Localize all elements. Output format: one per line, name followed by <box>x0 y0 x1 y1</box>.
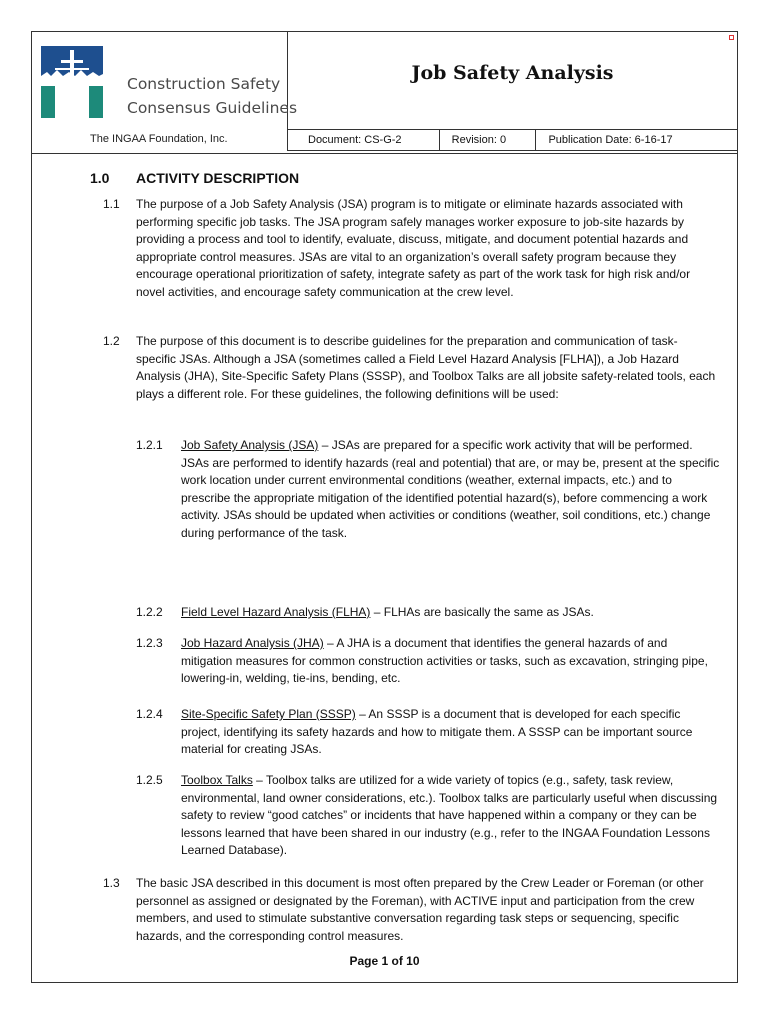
page-frame <box>31 31 738 983</box>
paragraph-text: The purpose of this document is to describe guidelines for the preparation and communication of task-specific JSAs. Although a JSA (sometimes called a Field Level Hazard Analysis [FLHA]), a Job Hazard Analysis (JHA), Site-Specific Safety Plans (SSSP), and Toolbox Talks are all jobsite safety-related tools, each plays a different role. For these guidelines, the following definitions will be used: <box>136 334 716 401</box>
paragraph-text: The purpose of a Job Safety Analysis (JSA) program is to mitigate or eliminate hazards associated with performing specific job tasks. The JSA program safely manages worker exposure to job-site hazards by providing a process and tool to identify, evaluate, discuss, mitigate, and document potential hazards and appropriate control measures. JSAs are vital to an organization’s overall safety program because they encourage operational prioritization of safety, integrate safety as part of the work task for high risk and/or novel activities, and encourage safety communication at the crew level. <box>136 197 691 299</box>
definition-term: Job Hazard Analysis (JHA) <box>181 636 324 650</box>
section-number: 1.0 <box>90 170 110 186</box>
org-name <box>127 72 298 120</box>
paragraph-number: 1.2.2 <box>136 605 163 619</box>
document-number: Document: CS-G-2 <box>288 130 440 150</box>
definition-text: – A JHA is a document that identifies the general hazards of and mitigation measures for common construction activities or tasks, such as excavation, stringing pipe, lowering-in, welding, tie-ins, bending, etc. <box>181 636 708 686</box>
logo-cell <box>32 32 298 129</box>
document-title: Job Safety Analysis <box>411 62 614 84</box>
org-name-line2: Consensus Guidelines <box>127 99 298 117</box>
ingaa-logo-icon <box>41 46 103 118</box>
paragraph-text: The basic JSA described in this document is most often prepared by the Crew Leader or Foreman (or other personnel as assigned or designated by the Foreman), with ACTIVE input and participation from the crew members, and used to stimulate substantive conversation regarding task steps or sequencing, specific hazards, and the corresponding control measures. <box>136 876 704 943</box>
section-title: ACTIVITY DESCRIPTION <box>136 170 300 186</box>
paragraph-number: 1.2 <box>103 334 120 348</box>
section-heading <box>90 169 299 187</box>
paragraph-number: 1.2.4 <box>136 707 163 721</box>
paragraph-number: 1.2.5 <box>136 773 163 787</box>
paragraph-number: 1.2.1 <box>136 438 163 452</box>
org-name-line1: Construction Safety <box>127 75 281 93</box>
document-header <box>32 32 737 154</box>
header-divider <box>32 153 737 154</box>
publication-date: Publication Date: 6-16-17 <box>548 134 673 146</box>
page-number: Page 1 of 10 <box>349 954 420 968</box>
definition-text: – An SSSP is a document that is developed for each specific project, identifying its safety hazards and how to mitigate them. A SSSP can be important source material for creating JSAs. <box>181 707 693 757</box>
definition-term: Site-Specific Safety Plan (SSSP) <box>181 707 356 721</box>
definition-text: – FLHAs are basically the same as JSAs. <box>370 605 594 619</box>
title-cell <box>288 32 737 129</box>
document-info-row <box>287 129 737 151</box>
definition-term: Field Level Hazard Analysis (FLHA) <box>181 605 371 619</box>
revision-number: Revision: 0 <box>440 130 537 150</box>
definition-term: Toolbox Talks <box>181 773 253 787</box>
definition-term: Job Safety Analysis (JSA) <box>181 438 319 452</box>
foundation-name: The INGAA Foundation, Inc. <box>90 133 228 145</box>
definition-text: – Toolbox talks are utilized for a wide variety of topics (e.g., safety, task review, environmental, land owner considerations, etc.). Toolbox talks are particularly useful when discussing safety to review “good catches” or incidents that have happened within a company or they can be lessons learned that have been shared in our industry (e.g., refer to the INGAA Foundation Lessons Learned Database). <box>181 773 718 858</box>
paragraph-number: 1.1 <box>103 197 120 211</box>
definition-text: – JSAs are prepared for a specific work activity that will be performed. JSAs are performed to identify hazards (real and potential) that are, or may be, present at the specific work location under current environmental conditions (weather, external impacts, etc.) and to prescribe the appropriate mitigation of the identified potential hazard(s), before commencing a work activity. JSAs should be updated when activities or conditions (weather, soil conditions, etc.) change during performance of the task. <box>181 438 720 540</box>
paragraph-number: 1.3 <box>103 876 120 890</box>
paragraph-number: 1.2.3 <box>136 636 163 650</box>
